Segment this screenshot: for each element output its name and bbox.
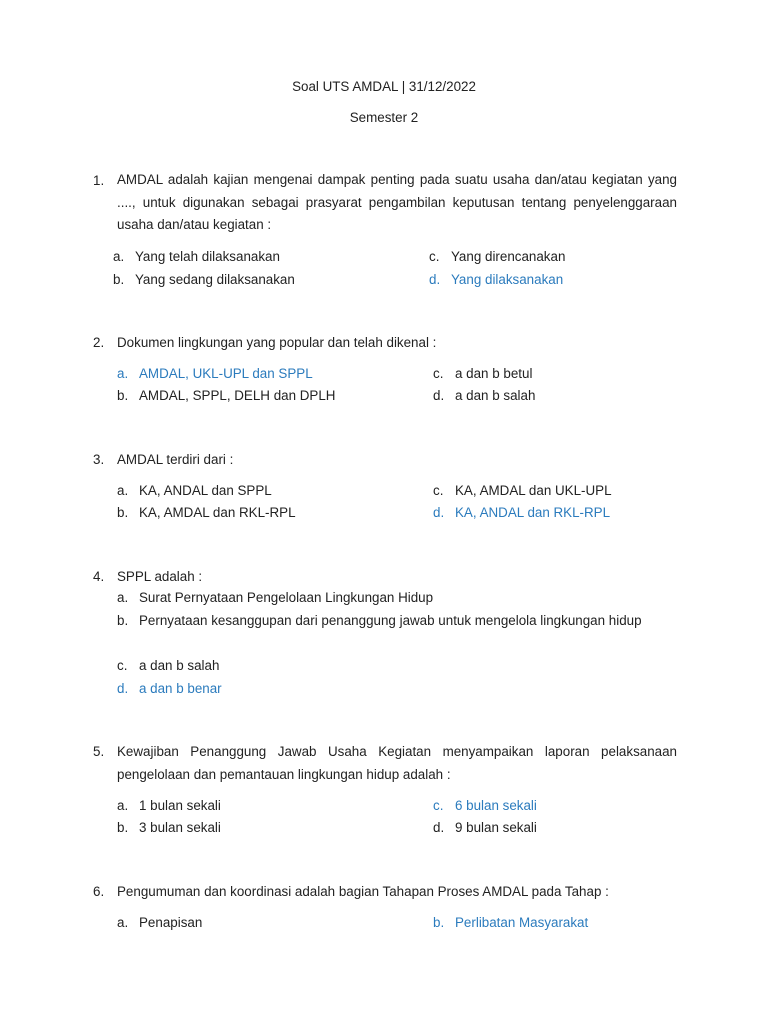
question-number: 6. [93, 884, 105, 899]
option-letter: c. [433, 798, 444, 813]
option-letter: a. [117, 590, 129, 605]
option-text: a dan b benar [139, 681, 222, 696]
option-text: Penapisan [139, 915, 203, 930]
option-text: Surat Pernyataan Pengelolaan Lingkungan Hidup [139, 590, 434, 605]
option-b [117, 818, 221, 838]
question-text: AMDAL adalah kajian mengenai dampak penting pada suatu usaha dan/atau kegiatan yang ...., untuk digunakan sebagai prasyarat pengambilan keputusan tentang penyelenggaraan usaha dan/atau kegiatan : [117, 172, 677, 232]
question-text: SPPL adalah : [117, 569, 203, 584]
option-b-correct [433, 913, 588, 933]
option-letter: d. [117, 681, 129, 696]
option-text: Yang telah dilaksanakan [135, 249, 280, 264]
option-b [117, 386, 335, 406]
document-subtitle: Semester 2 [349, 110, 419, 125]
option-text: Yang sedang dilaksanakan [135, 272, 295, 287]
option-b [113, 270, 295, 290]
option-a-correct [117, 364, 313, 384]
option-text: KA, AMDAL dan RKL-RPL [139, 505, 296, 520]
option-text: a dan b betul [455, 366, 533, 381]
option-text: AMDAL, SPPL, DELH dan DPLH [139, 388, 336, 403]
question-number: 1. [93, 173, 105, 188]
option-text: 6 bulan sekali [455, 798, 537, 813]
question-text: Pengumuman dan koordinasi adalah bagian Tahapan Proses AMDAL pada Tahap : [117, 884, 609, 899]
option-letter: b. [117, 505, 129, 520]
option-letter: c. [429, 249, 440, 264]
option-text: 9 bulan sekali [455, 820, 537, 835]
option-text: Yang dilaksanakan [451, 272, 564, 287]
option-b [117, 610, 655, 633]
question-text: Dokumen lingkungan yang popular dan telah dikenal : [117, 335, 437, 350]
option-text: KA, ANDAL dan RKL-RPL [455, 505, 611, 520]
option-c-correct [433, 796, 537, 816]
option-text: 1 bulan sekali [139, 798, 221, 813]
question-text: Kewajiban Penanggung Jawab Usaha Kegiatan menyampaikan laporan pelaksanaan pengelolaan dan pemantauan lingkungan hidup adalah : [117, 744, 677, 782]
option-letter: d. [433, 505, 445, 520]
option-c [117, 656, 219, 676]
option-text: Perlibatan Masyarakat [455, 915, 589, 930]
option-letter: a. [117, 366, 129, 381]
option-letter: b. [117, 388, 129, 403]
option-d-correct [433, 503, 610, 523]
option-letter: d. [433, 388, 445, 403]
option-a [117, 481, 272, 501]
option-text: a dan b salah [455, 388, 536, 403]
option-d-correct [429, 270, 563, 290]
option-letter: b. [433, 915, 445, 930]
option-letter: b. [113, 272, 125, 287]
option-text: 3 bulan sekali [139, 820, 221, 835]
question-number: 5. [93, 744, 105, 759]
option-letter: b. [117, 613, 129, 628]
option-d [433, 386, 535, 406]
option-text: Pernyataan kesanggupan dari penanggung jawab untuk mengelola lingkungan hidup [139, 613, 642, 628]
option-letter: a. [117, 483, 129, 498]
document-title: Soal UTS AMDAL | 31/12/2022 [292, 79, 476, 94]
question-text: AMDAL terdiri dari : [117, 452, 234, 467]
option-letter: d. [433, 820, 445, 835]
option-text: Yang direncanakan [451, 249, 566, 264]
question-number: 2. [93, 335, 105, 350]
option-text: AMDAL, UKL-UPL dan SPPL [139, 366, 313, 381]
option-c [433, 364, 532, 384]
option-text: KA, AMDAL dan UKL-UPL [455, 483, 612, 498]
option-a [117, 913, 202, 933]
option-letter: d. [429, 272, 441, 287]
option-c [433, 481, 612, 501]
option-c [429, 247, 565, 267]
option-d-correct [117, 679, 222, 699]
option-letter: c. [117, 658, 128, 673]
question-number: 3. [93, 452, 105, 467]
question-number: 4. [93, 569, 105, 584]
option-letter: a. [117, 915, 129, 930]
option-letter: c. [433, 366, 444, 381]
option-letter: a. [117, 798, 129, 813]
option-a [117, 796, 221, 816]
option-letter: b. [117, 820, 129, 835]
option-a [117, 588, 433, 608]
option-text: KA, ANDAL dan SPPL [139, 483, 272, 498]
option-d [433, 818, 537, 838]
option-letter: a. [113, 249, 125, 264]
option-a [113, 247, 280, 267]
option-text: a dan b salah [139, 658, 220, 673]
option-letter: c. [433, 483, 444, 498]
option-b [117, 503, 296, 523]
